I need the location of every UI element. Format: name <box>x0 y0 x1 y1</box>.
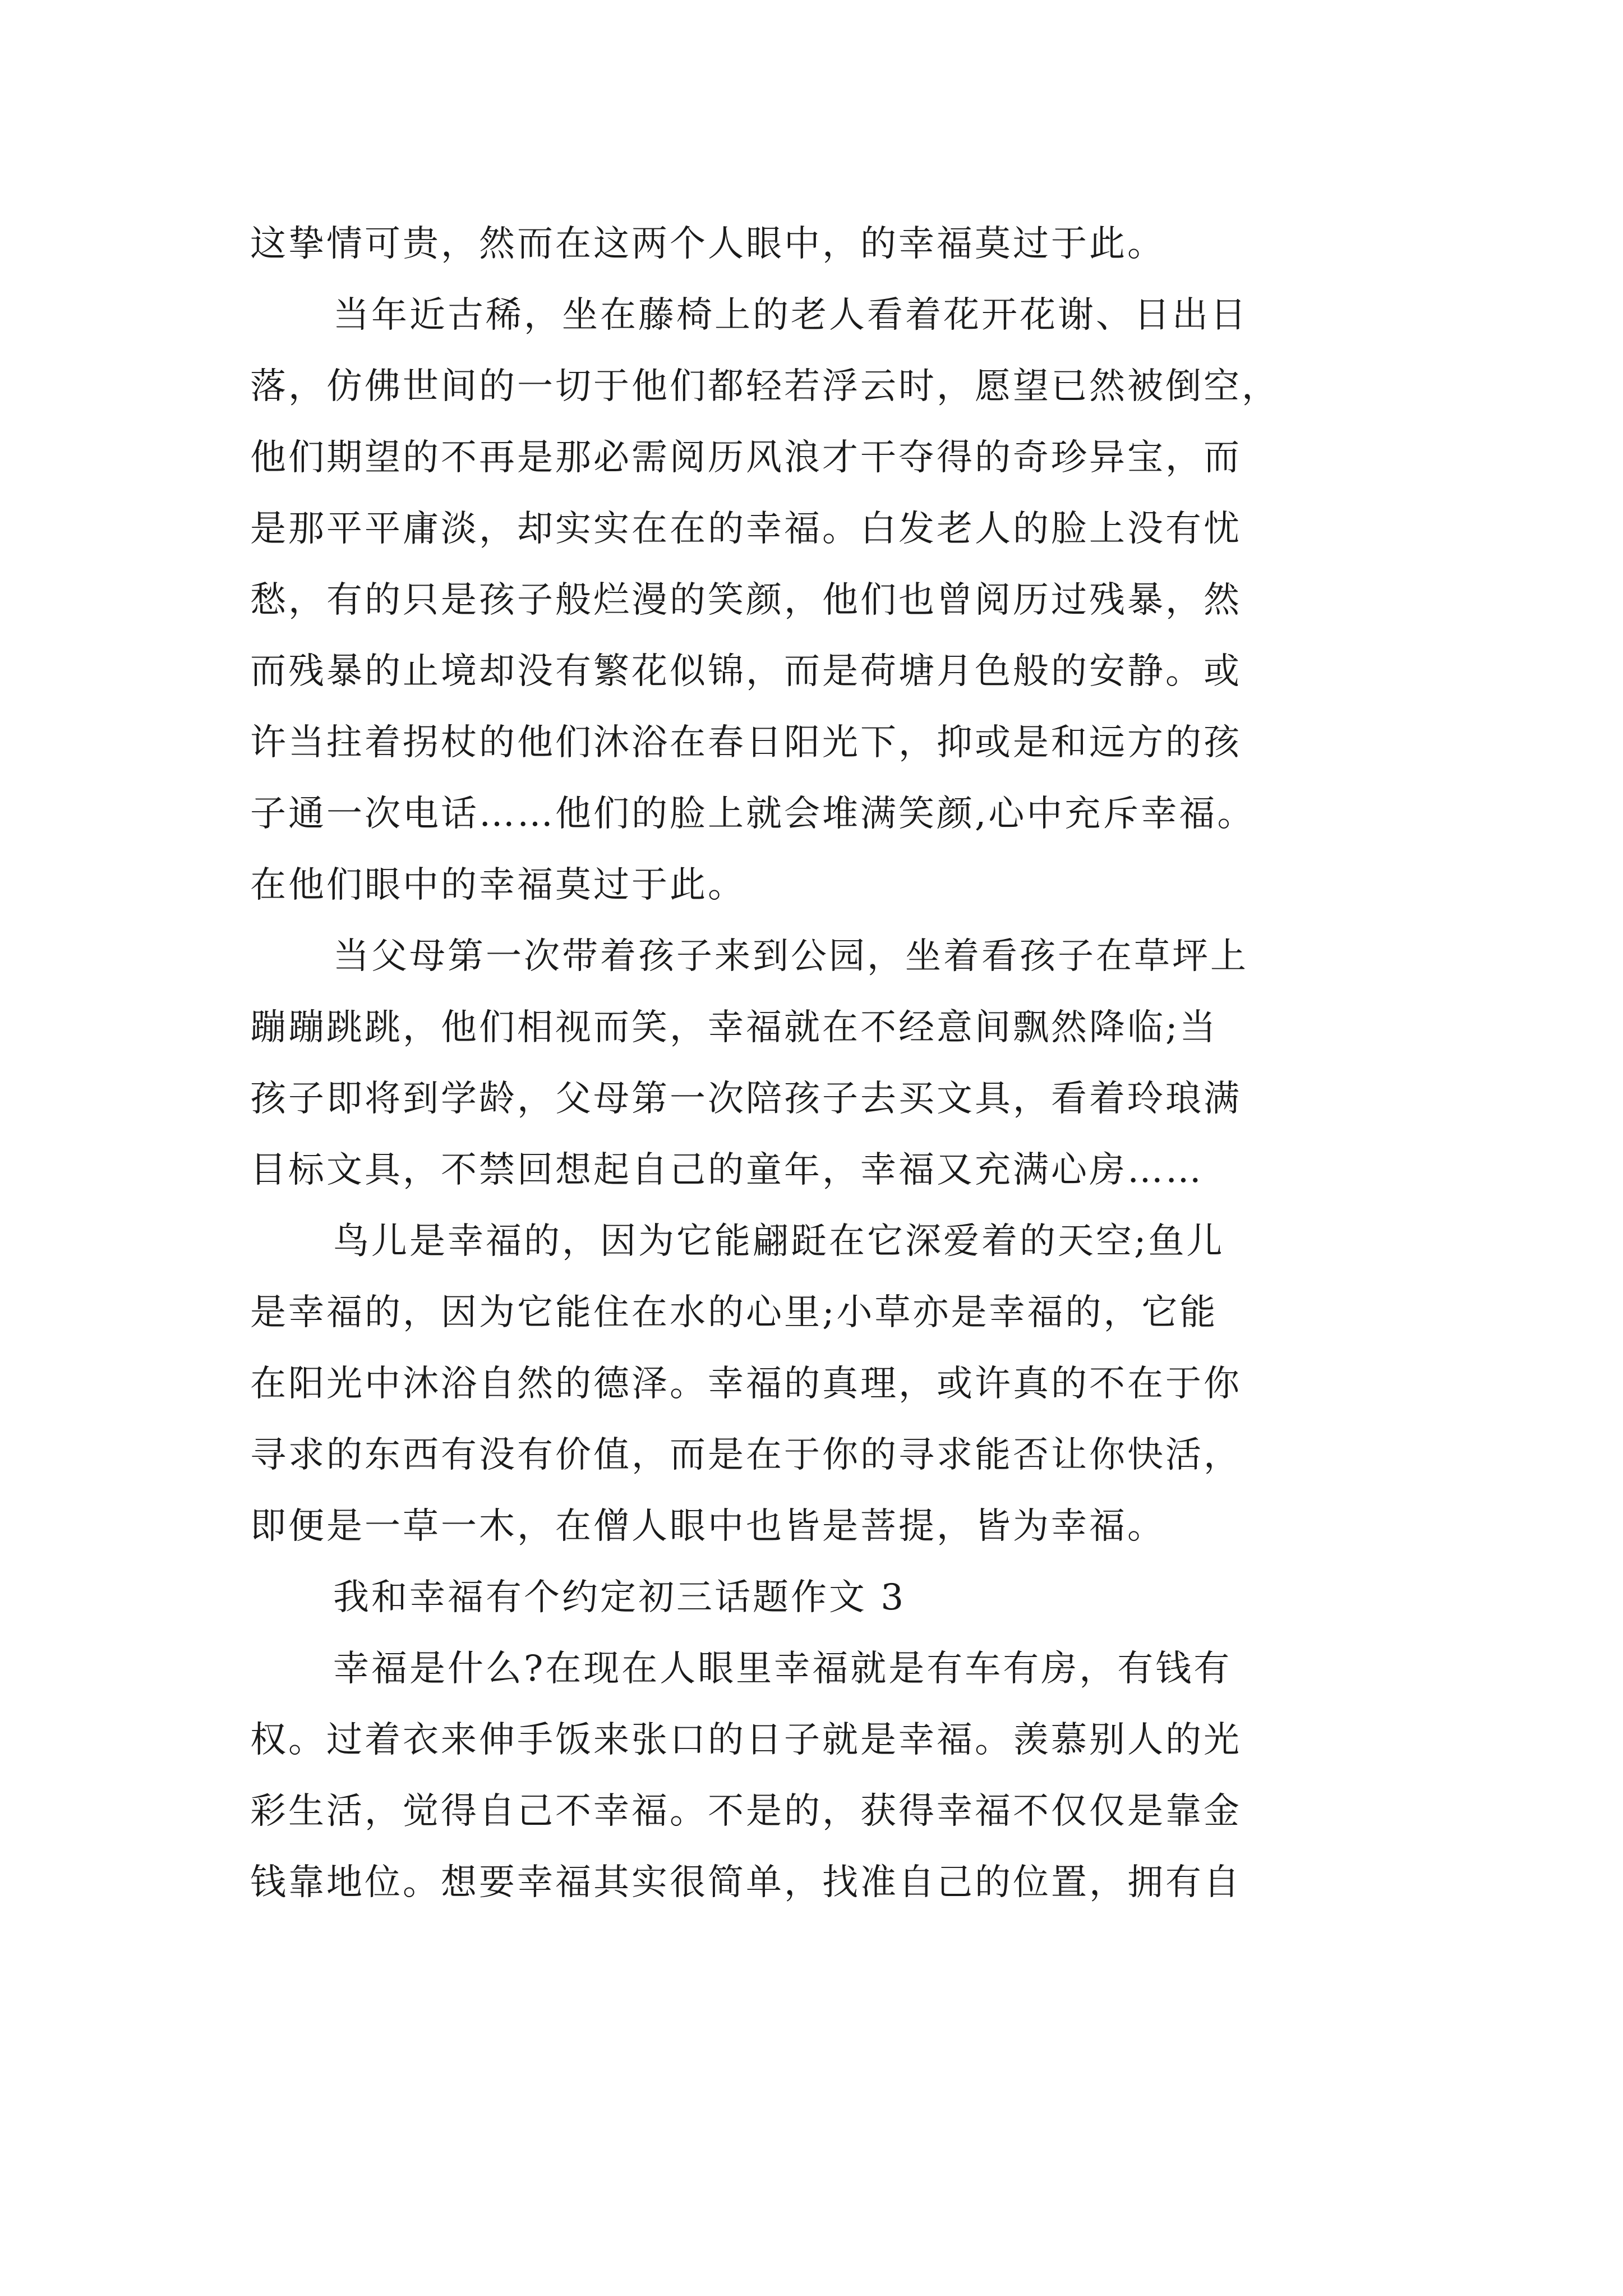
text-line: 这挚情可贵，然而在这两个人眼中，的幸福莫过于此。 <box>250 223 1165 265</box>
text-line: 而残暴的止境却没有繁花似锦，而是荷塘月色般的安静。或 <box>250 651 1242 692</box>
text-line: 是那平平庸淡，却实实在在的幸福。白发老人的脸上没有忧 <box>250 508 1242 550</box>
text-line: 子通一次电话……他们的脸上就会堆满笑颜,心中充斥幸福。 <box>250 793 1256 835</box>
paragraph-first-line: 当父母第一次带着孩子来到公园，坐着看孩子在草坪上 <box>333 936 1248 977</box>
text-line: 目标文具，不禁回想起自己的童年，幸福又充满心房…… <box>250 1149 1204 1191</box>
text-line: 在他们眼中的幸福莫过于此。 <box>250 864 746 906</box>
text-line: 许当拄着拐杖的他们沐浴在春日阳光下，抑或是和远方的孩 <box>250 722 1242 763</box>
text-line: 孩子即将到学龄，父母第一次陪孩子去买文具，看着玲琅满 <box>250 1078 1242 1120</box>
text-line: 是幸福的，因为它能住在水的心里;小草亦是幸福的，它能 <box>250 1292 1218 1333</box>
text-line: 钱靠地位。想要幸福其实很简单，找准自己的位置，拥有自 <box>250 1862 1242 1903</box>
text-line: 落，仿佛世间的一切于他们都轻若浮云时，愿望已然被倒空， <box>250 366 1280 407</box>
text-line: 寻求的东西有没有价值，而是在于你的寻求能否让你快活， <box>250 1434 1242 1476</box>
text-line: 即便是一草一木，在僧人眼中也皆是菩提，皆为幸福。 <box>250 1506 1165 1547</box>
section-heading: 我和幸福有个约定初三话题作文 3 <box>333 1577 906 1618</box>
paragraph-first-line: 幸福是什么?在现在人眼里幸福就是有车有房，有钱有 <box>333 1648 1232 1690</box>
text-line: 他们期望的不再是那必需阅历风浪才干夺得的奇珍异宝，而 <box>250 437 1242 478</box>
document-body <box>250 209 1383 1918</box>
paragraph-first-line: 当年近古稀，坐在藤椅上的老人看着花开花谢、日出日 <box>333 295 1248 336</box>
paragraph-first-line: 鸟儿是幸福的，因为它能翩跹在它深爱着的天空;鱼儿 <box>333 1221 1225 1262</box>
text-line: 蹦蹦跳跳，他们相视而笑，幸福就在不经意间飘然降临;当 <box>250 1007 1218 1048</box>
text-line: 彩生活，觉得自己不幸福。不是的，获得幸福不仅仅是靠金 <box>250 1791 1242 1832</box>
text-line: 权。过着衣来伸手饭来张口的日子就是幸福。羡慕别人的光 <box>250 1719 1242 1761</box>
text-line: 在阳光中沐浴自然的德泽。幸福的真理，或许真的不在于你 <box>250 1363 1242 1405</box>
text-line: 愁，有的只是孩子般烂漫的笑颜，他们也曾阅历过残暴，然 <box>250 579 1242 621</box>
